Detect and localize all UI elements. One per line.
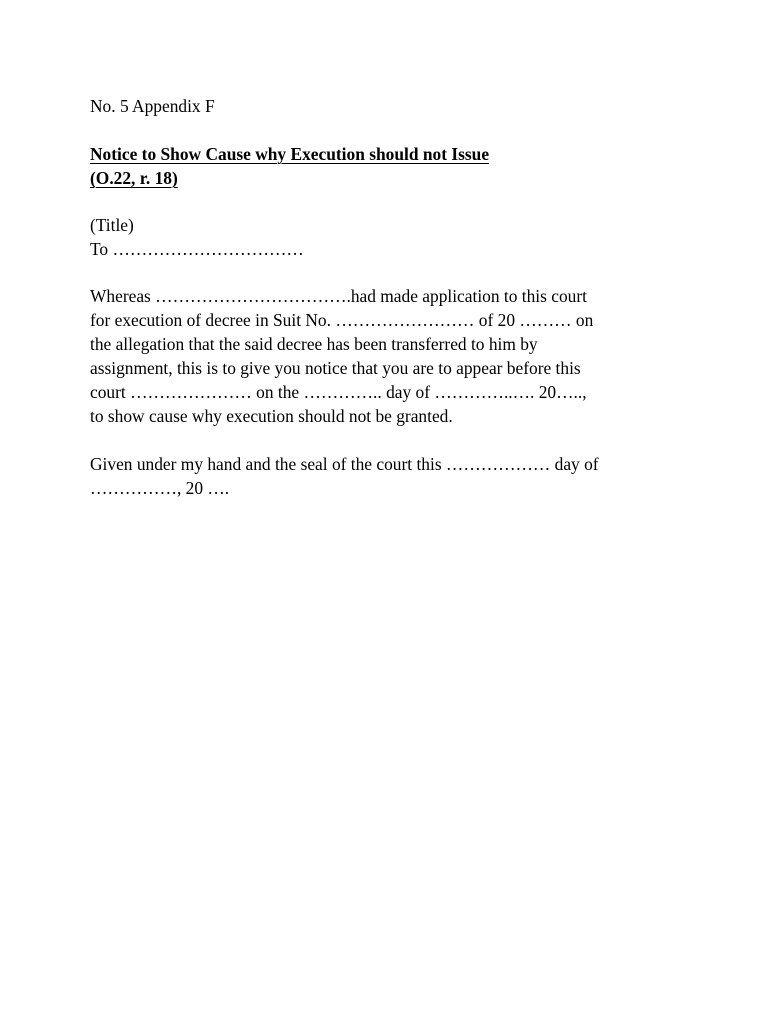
paragraph-line: Given under my hand and the seal of the court this ……………… day of xyxy=(90,454,599,474)
paragraph-line: Whereas …………………………….had made application to this court xyxy=(90,286,587,306)
notice-heading: Notice to Show Cause why Execution should not Issue xyxy=(90,144,490,164)
paragraph-line: for execution of decree in Suit No. …………………… of 20 ……… on xyxy=(90,310,594,330)
paragraph-line: ……………, 20 …. xyxy=(90,478,230,498)
addressee-line: To …………………………… xyxy=(90,239,304,259)
form-number: No. 5 Appendix F xyxy=(90,96,215,116)
rule-reference: (O.22, r. 18) xyxy=(90,168,178,188)
paragraph-line: to show cause why execution should not be granted. xyxy=(90,406,453,426)
paragraph-line: court ………………… on the ………….. day of …………..…. 20….., xyxy=(90,382,587,402)
paragraph-line: assignment, this is to give you notice that you are to appear before this xyxy=(90,358,581,378)
title-placeholder: (Title) xyxy=(90,215,134,235)
paragraph-line: the allegation that the said decree has been transferred to him by xyxy=(90,334,538,354)
